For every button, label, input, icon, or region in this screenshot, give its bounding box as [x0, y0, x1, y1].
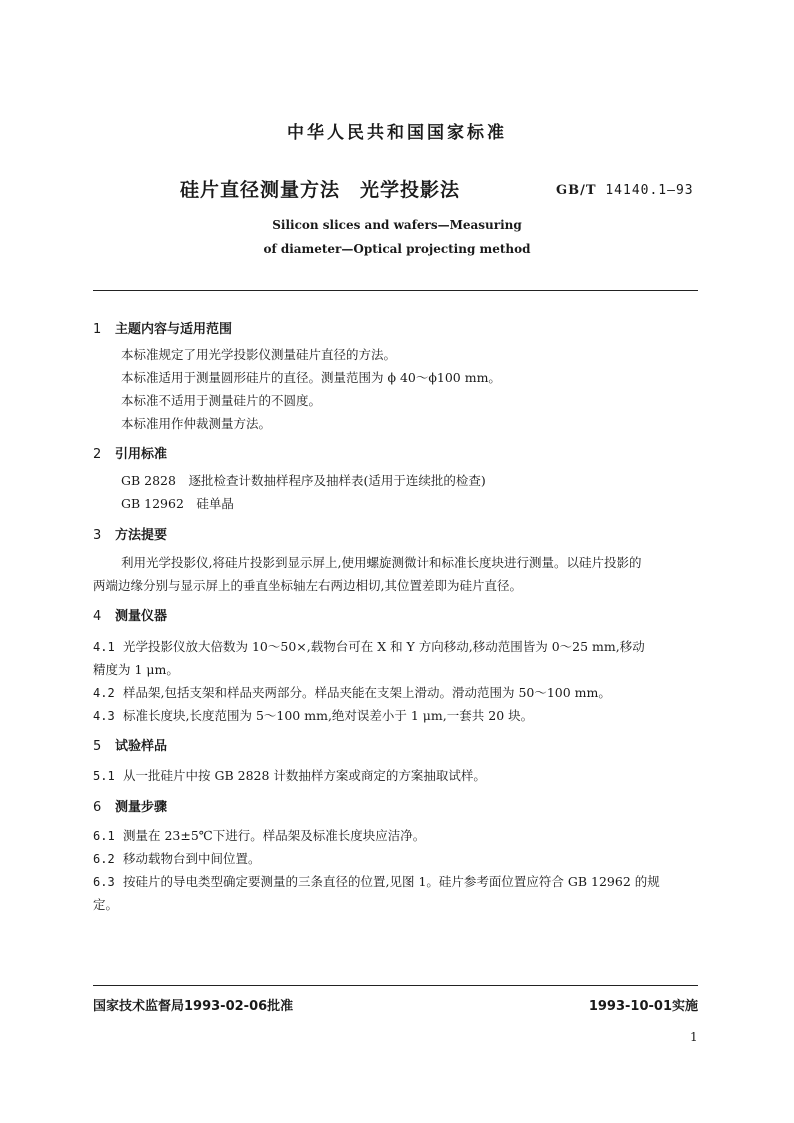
section-title: 测量仪器 [115, 609, 168, 624]
footer-divider [93, 985, 698, 986]
standard-prefix: GB/T [556, 183, 597, 198]
paragraph: 利用光学投影仪,将硅片投影到显示屏上,使用螺旋测微计和标准长度块进行测量。以硅片投影的 [121, 555, 642, 570]
section-1-heading [93, 318, 232, 337]
national-standard-heading: 中华人民共和国国家标准 [287, 123, 507, 143]
reference-item: GB 12962 硅单晶 [121, 496, 234, 511]
paragraph: 本标准用作仲裁测量方法。 [121, 416, 272, 431]
clause-continuation: 精度为 1 μm。 [93, 662, 179, 677]
clause-text: 从一批硅片中按 GB 2828 计数抽样方案或商定的方案抽取试样。 [123, 768, 486, 783]
section-title: 试验样品 [115, 739, 168, 754]
clause-6-3 [93, 870, 699, 894]
effective-date: 1993-10-01实施 [588, 999, 698, 1014]
clause-number: 6.2 [93, 852, 115, 866]
clause-number: 4.2 [93, 686, 115, 700]
approval-date: 国家技术监督局1993-02-06批准 [93, 999, 294, 1014]
paragraph-continuation: 两端边缘分别与显示屏上的垂直坐标轴左右两边相切,其位置差即为硅片直径。 [93, 578, 522, 593]
standard-code: 14140.1—93 [605, 183, 694, 198]
clause-4-2 [93, 681, 699, 705]
paragraph: 本标准不适用于测量硅片的不圆度。 [121, 393, 322, 408]
standard-number [556, 183, 694, 198]
header-divider [93, 290, 698, 291]
clause-text: 按硅片的导电类型确定要测量的三条直径的位置,见图 1。硅片参考面位置应符合 GB 12962 的规 [123, 874, 660, 889]
section-title: 测量步骤 [115, 800, 168, 815]
clause-continuation: 定。 [93, 897, 119, 912]
clause-6-1 [93, 824, 699, 848]
clause-text: 标准长度块,长度范围为 5～100 mm,绝对误差小于 1 μm,一套共 20 块。 [123, 708, 534, 723]
clause-6-2 [93, 847, 699, 871]
clause-text: 测量在 23±5℃下进行。样品架及标准长度块应洁净。 [123, 828, 426, 843]
section-number: 4 [93, 609, 102, 624]
section-title: 方法提要 [115, 528, 168, 543]
section-number: 5 [93, 739, 102, 754]
paragraph: 本标准适用于测量圆形硅片的直径。测量范围为 ϕ 40～ϕ100 mm。 [121, 370, 501, 385]
clause-number: 4.3 [93, 709, 115, 723]
section-4-heading [93, 605, 167, 624]
clause-number: 5.1 [93, 769, 115, 783]
section-3-heading [93, 524, 167, 543]
clause-5-1 [93, 764, 699, 788]
section-5-heading [93, 735, 167, 754]
reference-item: GB 2828 逐批检查计数抽样程序及抽样表(适用于连续批的检查) [121, 473, 486, 488]
section-number: 1 [93, 322, 102, 337]
section-2-heading [93, 443, 167, 462]
clause-4-1 [93, 635, 699, 659]
clause-4-3 [93, 704, 699, 728]
page-number: 1 [690, 1030, 698, 1044]
clause-number: 6.3 [93, 875, 115, 889]
section-title: 引用标准 [115, 447, 168, 462]
document-title-en-line1: Silicon slices and wafers—Measuring [272, 218, 522, 232]
clause-text: 移动载物台到中间位置。 [123, 851, 261, 866]
clause-text: 光学投影仪放大倍数为 10～50×,载物台可在 X 和 Y 方向移动,移动范围皆为 0～25 mm,移动 [123, 639, 645, 654]
section-6-heading [93, 796, 167, 815]
section-number: 6 [93, 800, 102, 815]
clause-number: 4.1 [93, 640, 115, 654]
section-number: 3 [93, 528, 102, 543]
clause-number: 6.1 [93, 829, 115, 843]
section-number: 2 [93, 447, 102, 462]
section-title: 主题内容与适用范围 [115, 322, 233, 337]
clause-text: 样品架,包括支架和样品夹两部分。样品夹能在支架上滑动。滑动范围为 50～100 mm。 [123, 685, 611, 700]
document-title-en-line2: of diameter—Optical projecting method [263, 242, 531, 256]
paragraph: 本标准规定了用光学投影仪测量硅片直径的方法。 [121, 347, 397, 362]
document-title-cn: 硅片直径测量方法 光学投影法 [180, 179, 461, 201]
